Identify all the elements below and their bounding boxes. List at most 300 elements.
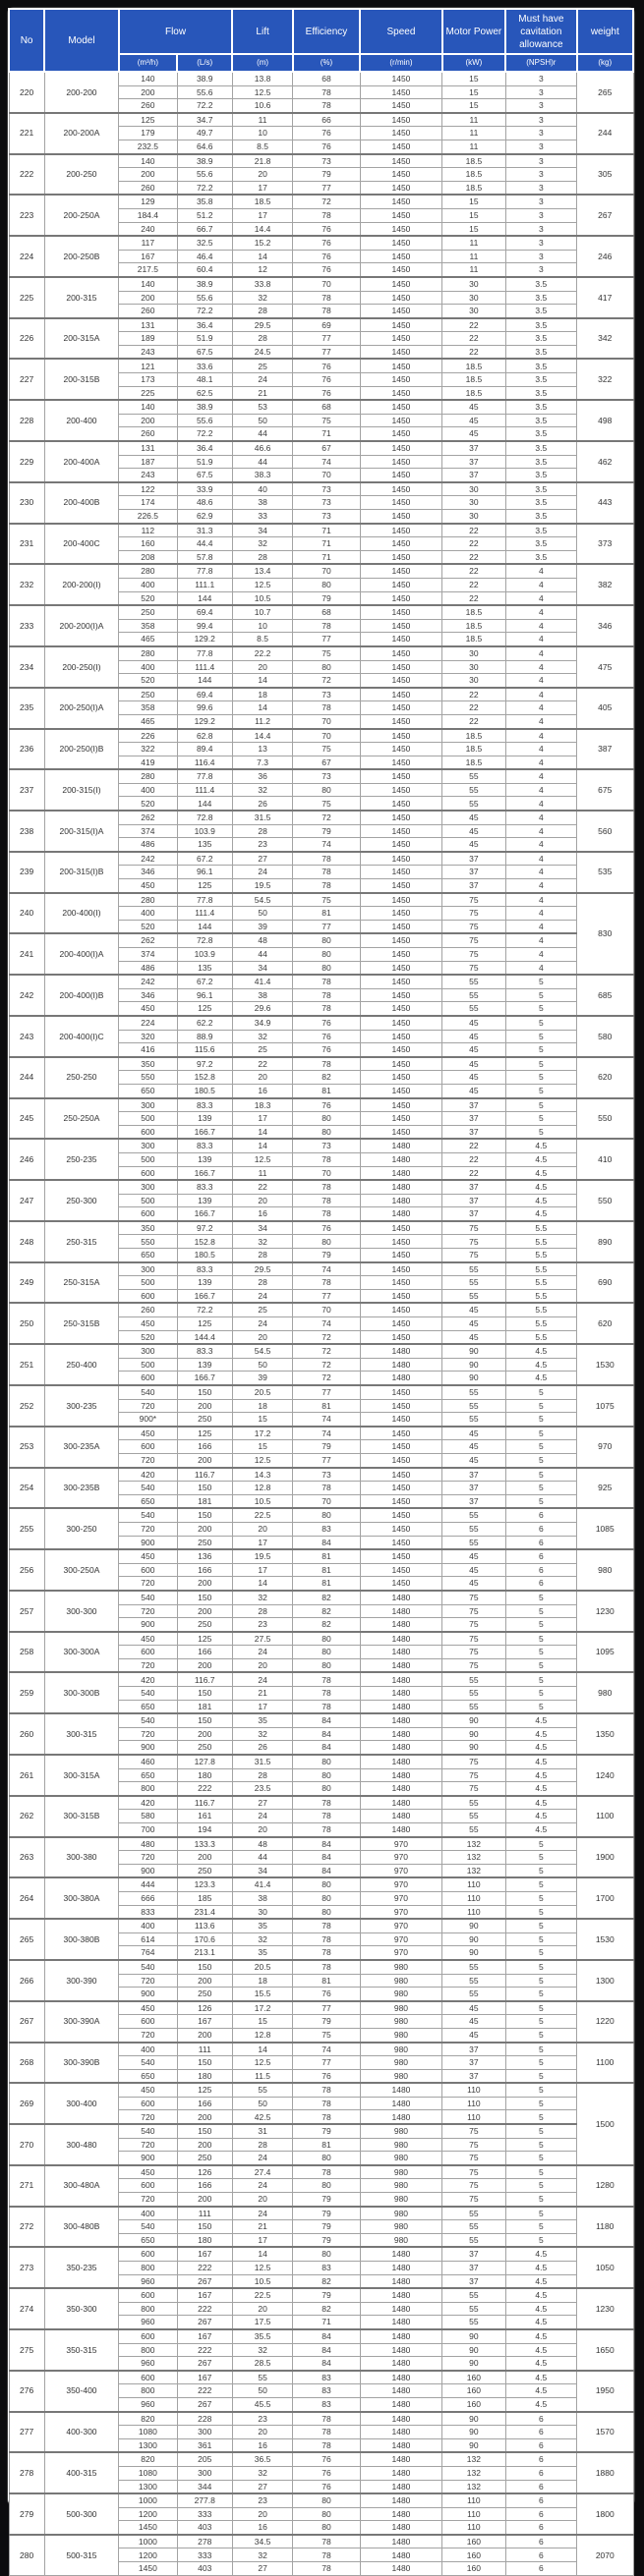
cell-speed: 1450 <box>360 1221 442 1235</box>
cell-weight: 410 <box>577 1139 633 1180</box>
cell-flow-ls: 72.8 <box>177 811 232 824</box>
cell-flow-ls: 83.3 <box>177 1180 232 1194</box>
cell-flow-ls: 166 <box>177 1646 232 1659</box>
cell-speed: 1450 <box>360 852 442 866</box>
cell-speed: 1450 <box>360 1330 442 1344</box>
cell-motor-power: 37 <box>442 2262 505 2275</box>
cell-motor-power: 55 <box>442 1988 505 2001</box>
cell-efficiency: 73 <box>293 154 360 168</box>
cell-efficiency: 79 <box>293 2233 360 2247</box>
cell-flow-m3h: 200 <box>119 85 177 99</box>
cell-model: 250-315B <box>44 1303 118 1344</box>
cell-no: 275 <box>9 2329 44 2371</box>
cell-efficiency: 74 <box>293 1262 360 1276</box>
cell-lift: 17 <box>232 1700 292 1713</box>
cell-model: 300-480 <box>44 2124 118 2165</box>
cell-motor-power: 55 <box>442 797 505 811</box>
cell-npsh: 5.5 <box>505 1276 576 1290</box>
cell-flow-ls: 150 <box>177 1385 232 1399</box>
cell-efficiency: 72 <box>293 1372 360 1385</box>
cell-model: 250-315 <box>44 1221 118 1262</box>
cell-flow-m3h: 1000 <box>119 2493 177 2507</box>
cell-motor-power: 45 <box>442 1084 505 1097</box>
cell-flow-m3h: 112 <box>119 524 177 537</box>
cell-flow-ls: 72.8 <box>177 933 232 947</box>
cell-flow-m3h: 174 <box>119 496 177 510</box>
cell-speed: 1450 <box>360 1549 442 1563</box>
cell-flow-ls: 180 <box>177 2233 232 2247</box>
cell-flow-ls: 123.3 <box>177 1877 232 1891</box>
cell-flow-m3h: 400 <box>119 907 177 921</box>
cell-flow-ls: 166.7 <box>177 1166 232 1180</box>
cell-motor-power: 55 <box>442 2233 505 2247</box>
cell-lift: 44 <box>232 1851 292 1865</box>
cell-efficiency: 75 <box>293 646 360 660</box>
cell-no: 229 <box>9 441 44 482</box>
cell-flow-ls: 35.8 <box>177 195 232 208</box>
cell-no: 250 <box>9 1303 44 1344</box>
cell-flow-ls: 129.2 <box>177 714 232 728</box>
cell-lift: 31 <box>232 2124 292 2138</box>
cell-speed: 1480 <box>360 2247 442 2261</box>
cell-flow-m3h: 179 <box>119 127 177 140</box>
cell-lift: 24 <box>232 1672 292 1686</box>
cell-motor-power: 75 <box>442 1235 505 1249</box>
cell-npsh: 4.5 <box>505 1782 576 1796</box>
cell-npsh: 3.5 <box>505 345 576 359</box>
cell-flow-m3h: 650 <box>119 2233 177 2247</box>
cell-motor-power: 90 <box>442 2438 505 2452</box>
cell-flow-m3h: 358 <box>119 619 177 633</box>
cell-speed: 1480 <box>360 1796 442 1810</box>
cell-efficiency: 81 <box>293 1549 360 1563</box>
cell-motor-power: 30 <box>442 660 505 674</box>
cell-speed: 980 <box>360 1960 442 1974</box>
cell-lift: 28 <box>232 305 292 318</box>
cell-speed: 980 <box>360 2233 442 2247</box>
cell-weight: 305 <box>577 154 633 196</box>
cell-motor-power: 160 <box>442 2548 505 2562</box>
cell-speed: 1480 <box>360 2302 442 2316</box>
cell-flow-ls: 150 <box>177 1591 232 1604</box>
cell-motor-power: 22 <box>442 578 505 591</box>
cell-flow-ls: 125 <box>177 2083 232 2097</box>
table-row <box>9 1303 633 1316</box>
cell-motor-power: 18.5 <box>442 168 505 182</box>
cell-efficiency: 82 <box>293 1071 360 1085</box>
cell-lift: 22.5 <box>232 2288 292 2302</box>
cell-flow-ls: 103.9 <box>177 824 232 838</box>
cell-flow-m3h: 600 <box>119 2288 177 2302</box>
cell-model: 200-250B <box>44 236 118 277</box>
cell-npsh: 5 <box>505 1932 576 1946</box>
cell-npsh: 5.5 <box>505 1221 576 1235</box>
cell-model: 250-400 <box>44 1344 118 1385</box>
table-row <box>9 1180 633 1194</box>
table-row <box>9 1098 633 1112</box>
cell-speed: 1450 <box>360 510 442 524</box>
cell-flow-m3h: 400 <box>119 578 177 591</box>
cell-speed: 1450 <box>360 250 442 263</box>
cell-efficiency: 76 <box>293 2466 360 2480</box>
cell-speed: 1450 <box>360 907 442 921</box>
cell-speed: 1450 <box>360 1427 442 1440</box>
cell-npsh: 3 <box>505 208 576 222</box>
cell-motor-power: 90 <box>442 1932 505 1946</box>
cell-flow-ls: 166 <box>177 2097 232 2110</box>
cell-speed: 1450 <box>360 496 442 510</box>
cell-npsh: 3 <box>505 181 576 195</box>
cell-flow-m3h: 1300 <box>119 2480 177 2493</box>
cell-lift: 21 <box>232 2220 292 2234</box>
table-row <box>9 2535 633 2548</box>
cell-flow-m3h: 833 <box>119 1905 177 1919</box>
cell-lift: 31.5 <box>232 811 292 824</box>
cell-speed: 1480 <box>360 2562 442 2576</box>
cell-motor-power: 55 <box>442 1002 505 1016</box>
cell-npsh: 5 <box>505 2138 576 2152</box>
cell-efficiency: 78 <box>293 85 360 99</box>
cell-speed: 1450 <box>360 400 442 414</box>
cell-lift: 11 <box>232 113 292 127</box>
cell-flow-ls: 127.8 <box>177 1755 232 1768</box>
cell-efficiency: 72 <box>293 1344 360 1358</box>
cell-lift: 29.6 <box>232 1002 292 1016</box>
cell-efficiency: 78 <box>293 1700 360 1713</box>
cell-flow-m3h: 650 <box>119 1494 177 1508</box>
table-row <box>9 2288 633 2302</box>
cell-lift: 20 <box>232 1071 292 1085</box>
cell-efficiency: 78 <box>293 2535 360 2548</box>
cell-flow-ls: 69.4 <box>177 605 232 619</box>
table-row <box>9 2043 633 2056</box>
cell-flow-m3h: 960 <box>119 2316 177 2329</box>
cell-flow-ls: 133.3 <box>177 1837 232 1851</box>
cell-npsh: 3 <box>505 113 576 127</box>
cell-flow-m3h: 720 <box>119 1522 177 1536</box>
cell-motor-power: 15 <box>442 72 505 85</box>
cell-speed: 970 <box>360 1837 442 1851</box>
cell-speed: 980 <box>360 1974 442 1988</box>
cell-npsh: 4.5 <box>505 1372 576 1385</box>
cell-efficiency: 74 <box>293 1317 360 1331</box>
cell-weight: 1700 <box>577 1877 633 1919</box>
cell-weight: 1085 <box>577 1508 633 1549</box>
cell-efficiency: 74 <box>293 455 360 469</box>
cell-motor-power: 37 <box>442 455 505 469</box>
cell-flow-ls: 126 <box>177 2165 232 2179</box>
cell-flow-m3h: 420 <box>119 1672 177 1686</box>
cell-flow-m3h: 450 <box>119 2083 177 2097</box>
cell-no: 249 <box>9 1262 44 1304</box>
table-row <box>9 277 633 291</box>
cell-flow-m3h: 322 <box>119 743 177 756</box>
cell-lift: 32 <box>232 2466 292 2480</box>
cell-lift: 38 <box>232 988 292 1002</box>
cell-lift: 19.5 <box>232 879 292 893</box>
cell-model: 250-250A <box>44 1098 118 1140</box>
cell-speed: 980 <box>360 2043 442 2056</box>
cell-flow-m3h: 280 <box>119 769 177 783</box>
cell-lift: 10.5 <box>232 2274 292 2288</box>
cell-efficiency: 76 <box>293 1098 360 1112</box>
cell-flow-m3h: 550 <box>119 1235 177 1249</box>
cell-flow-m3h: 486 <box>119 838 177 852</box>
cell-speed: 1480 <box>360 2097 442 2110</box>
cell-lift: 17.2 <box>232 1427 292 1440</box>
cell-flow-ls: 83.3 <box>177 1139 232 1152</box>
cell-flow-ls: 166.7 <box>177 1207 232 1221</box>
cell-flow-m3h: 300 <box>119 1262 177 1276</box>
cell-npsh: 3 <box>505 127 576 140</box>
cell-flow-m3h: 400 <box>119 1919 177 1932</box>
cell-efficiency: 80 <box>293 2507 360 2521</box>
cell-lift: 36 <box>232 769 292 783</box>
cell-speed: 1450 <box>360 441 442 455</box>
table-row <box>9 1262 633 1276</box>
cell-no: 231 <box>9 524 44 565</box>
cell-flow-m3h: 350 <box>119 1221 177 1235</box>
cell-lift: 23 <box>232 1618 292 1632</box>
cell-flow-m3h: 500 <box>119 1194 177 1207</box>
cell-flow-ls: 200 <box>177 2028 232 2042</box>
cell-weight: 1050 <box>577 2247 633 2288</box>
table-row <box>9 2247 633 2261</box>
cell-speed: 1450 <box>360 1262 442 1276</box>
cell-flow-ls: 77.8 <box>177 646 232 660</box>
cell-npsh: 5 <box>505 1618 576 1632</box>
cell-flow-m3h: 540 <box>119 2056 177 2070</box>
cell-no: 237 <box>9 769 44 811</box>
cell-motor-power: 37 <box>442 1468 505 1482</box>
cell-weight: 417 <box>577 277 633 318</box>
cell-efficiency: 72 <box>293 1358 360 1372</box>
cell-npsh: 4.5 <box>505 1358 576 1372</box>
cell-motor-power: 160 <box>442 2397 505 2411</box>
cell-npsh: 4 <box>505 660 576 674</box>
cell-flow-m3h: 420 <box>119 1468 177 1482</box>
cell-lift: 25 <box>232 1043 292 1057</box>
cell-model: 300-390A <box>44 2001 118 2043</box>
table-row <box>9 236 633 250</box>
cell-flow-ls: 267 <box>177 2397 232 2411</box>
cell-efficiency: 75 <box>293 743 360 756</box>
cell-speed: 1450 <box>360 1276 442 1290</box>
cell-efficiency: 77 <box>293 181 360 195</box>
cell-lift: 20 <box>232 2507 292 2521</box>
cell-lift: 12.5 <box>232 2056 292 2070</box>
cell-speed: 1480 <box>360 2480 442 2493</box>
cell-flow-m3h: 200 <box>119 291 177 305</box>
cell-npsh: 5 <box>505 2124 576 2138</box>
cell-efficiency: 77 <box>293 1453 360 1467</box>
cell-speed: 1450 <box>360 1084 442 1097</box>
cell-npsh: 3 <box>505 195 576 208</box>
cell-flow-m3h: 260 <box>119 427 177 441</box>
cell-weight: 373 <box>577 524 633 565</box>
cell-npsh: 5 <box>505 1440 576 1454</box>
cell-weight: 1950 <box>577 2371 633 2412</box>
cell-motor-power: 55 <box>442 1413 505 1427</box>
cell-motor-power: 55 <box>442 2302 505 2316</box>
cell-flow-ls: 116.4 <box>177 756 232 769</box>
cell-efficiency: 67 <box>293 441 360 455</box>
cell-efficiency: 80 <box>293 1877 360 1891</box>
cell-no: 240 <box>9 893 44 934</box>
cell-model: 300-380B <box>44 1919 118 1960</box>
cell-efficiency: 80 <box>293 933 360 947</box>
table-row <box>9 1385 633 1399</box>
cell-flow-m3h: 232.5 <box>119 140 177 153</box>
cell-flow-m3h: 1000 <box>119 2535 177 2548</box>
cell-motor-power: 75 <box>442 933 505 947</box>
cell-npsh: 5.5 <box>505 1249 576 1262</box>
cell-efficiency: 71 <box>293 550 360 564</box>
cell-flow-ls: 57.8 <box>177 550 232 564</box>
table-row <box>9 1344 633 1358</box>
cell-lift: 17 <box>232 1536 292 1549</box>
cell-efficiency: 84 <box>293 1741 360 1755</box>
cell-flow-m3h: 242 <box>119 975 177 988</box>
cell-flow-m3h: 242 <box>119 852 177 866</box>
cell-speed: 1450 <box>360 564 442 578</box>
cell-efficiency: 80 <box>293 961 360 975</box>
cell-lift: 24 <box>232 2207 292 2220</box>
cell-efficiency: 76 <box>293 1043 360 1057</box>
cell-efficiency: 77 <box>293 345 360 359</box>
cell-npsh: 4 <box>505 879 576 893</box>
cell-flow-m3h: 720 <box>119 1727 177 1741</box>
cell-flow-ls: 222 <box>177 2262 232 2275</box>
cell-lift: 13.8 <box>232 72 292 85</box>
table-row <box>9 1139 633 1152</box>
cell-npsh: 3.5 <box>505 277 576 291</box>
cell-efficiency: 78 <box>293 1796 360 1810</box>
cell-efficiency: 78 <box>293 1810 360 1823</box>
cell-flow-m3h: 600 <box>119 1440 177 1454</box>
cell-efficiency: 77 <box>293 633 360 646</box>
cell-motor-power: 11 <box>442 250 505 263</box>
cell-flow-m3h: 900 <box>119 1988 177 2001</box>
cell-efficiency: 80 <box>293 2493 360 2507</box>
cell-lift: 14 <box>232 674 292 688</box>
cell-flow-m3h: 131 <box>119 441 177 455</box>
cell-npsh: 4 <box>505 646 576 660</box>
cell-npsh: 6 <box>505 2548 576 2562</box>
cell-motor-power: 55 <box>442 1536 505 1549</box>
col-speed-header: Speed <box>360 9 442 54</box>
cell-efficiency: 78 <box>293 2426 360 2439</box>
cell-flow-m3h: 764 <box>119 1946 177 1960</box>
cell-npsh: 6 <box>505 2466 576 2480</box>
cell-model: 300-380A <box>44 1877 118 1919</box>
cell-flow-m3h: 226.5 <box>119 510 177 524</box>
cell-flow-ls: 135 <box>177 961 232 975</box>
cell-no: 252 <box>9 1385 44 1427</box>
cell-weight: 1900 <box>577 1837 633 1878</box>
cell-flow-ls: 32.5 <box>177 236 232 250</box>
cell-speed: 1450 <box>360 948 442 962</box>
cell-lift: 44 <box>232 948 292 962</box>
cell-flow-ls: 150 <box>177 1508 232 1522</box>
cell-flow-ls: 96.1 <box>177 988 232 1002</box>
cell-npsh: 5 <box>505 1604 576 1618</box>
cell-npsh: 5 <box>505 2152 576 2165</box>
cell-efficiency: 80 <box>293 1508 360 1522</box>
cell-model: 350-235 <box>44 2247 118 2288</box>
cell-speed: 1480 <box>360 2521 442 2535</box>
cell-flow-ls: 194 <box>177 1823 232 1837</box>
cell-speed: 1480 <box>360 2535 442 2548</box>
cell-npsh: 5 <box>505 2069 576 2083</box>
cell-flow-m3h: 167 <box>119 250 177 263</box>
cell-motor-power: 90 <box>442 1372 505 1385</box>
cell-motor-power: 18.5 <box>442 729 505 743</box>
cell-flow-ls: 166 <box>177 1563 232 1577</box>
cell-motor-power: 45 <box>442 1303 505 1316</box>
cell-flow-m3h: 600 <box>119 2015 177 2029</box>
cell-motor-power: 75 <box>442 2165 505 2179</box>
cell-efficiency: 78 <box>293 291 360 305</box>
cell-flow-m3h: 486 <box>119 961 177 975</box>
unit-weight: (kg) <box>577 54 633 72</box>
table-row <box>9 1508 633 1522</box>
cell-npsh: 5.5 <box>505 1262 576 1276</box>
col-weight-header: weight <box>577 9 633 54</box>
spec-table-frame <box>7 7 635 2574</box>
cell-efficiency: 83 <box>293 1522 360 1536</box>
cell-no: 262 <box>9 1796 44 1837</box>
cell-flow-m3h: 540 <box>119 1385 177 1399</box>
cell-speed: 1480 <box>360 2110 442 2124</box>
cell-motor-power: 75 <box>442 907 505 921</box>
cell-efficiency: 78 <box>293 208 360 222</box>
cell-speed: 1450 <box>360 1235 442 1249</box>
cell-flow-m3h: 400 <box>119 660 177 674</box>
cell-npsh: 4.5 <box>505 2247 576 2261</box>
cell-no: 233 <box>9 605 44 646</box>
cell-speed: 1480 <box>360 1591 442 1604</box>
cell-no: 243 <box>9 1016 44 1057</box>
cell-npsh: 5.5 <box>505 1317 576 1331</box>
cell-flow-ls: 403 <box>177 2562 232 2576</box>
cell-efficiency: 78 <box>293 852 360 866</box>
cell-npsh: 5 <box>505 2220 576 2234</box>
cell-motor-power: 160 <box>442 2535 505 2548</box>
cell-speed: 1450 <box>360 797 442 811</box>
cell-flow-ls: 116.7 <box>177 1468 232 1482</box>
cell-speed: 1450 <box>360 619 442 633</box>
cell-motor-power: 90 <box>442 2357 505 2371</box>
cell-motor-power: 75 <box>442 1618 505 1632</box>
cell-weight: 580 <box>577 1016 633 1057</box>
cell-npsh: 4.5 <box>505 2397 576 2411</box>
cell-flow-m3h: 226 <box>119 729 177 743</box>
cell-speed: 1450 <box>360 729 442 743</box>
cell-flow-m3h: 960 <box>119 2274 177 2288</box>
cell-efficiency: 76 <box>293 2069 360 2083</box>
cell-speed: 970 <box>360 1919 442 1932</box>
cell-npsh: 4 <box>505 619 576 633</box>
cell-flow-ls: 180.5 <box>177 1084 232 1097</box>
cell-npsh: 4.5 <box>505 2288 576 2302</box>
cell-flow-m3h: 129 <box>119 195 177 208</box>
cell-weight: 1100 <box>577 1796 633 1837</box>
cell-flow-ls: 200 <box>177 1577 232 1591</box>
cell-flow-m3h: 320 <box>119 1030 177 1043</box>
cell-model: 200-315B <box>44 359 118 400</box>
cell-flow-ls: 139 <box>177 1112 232 1126</box>
